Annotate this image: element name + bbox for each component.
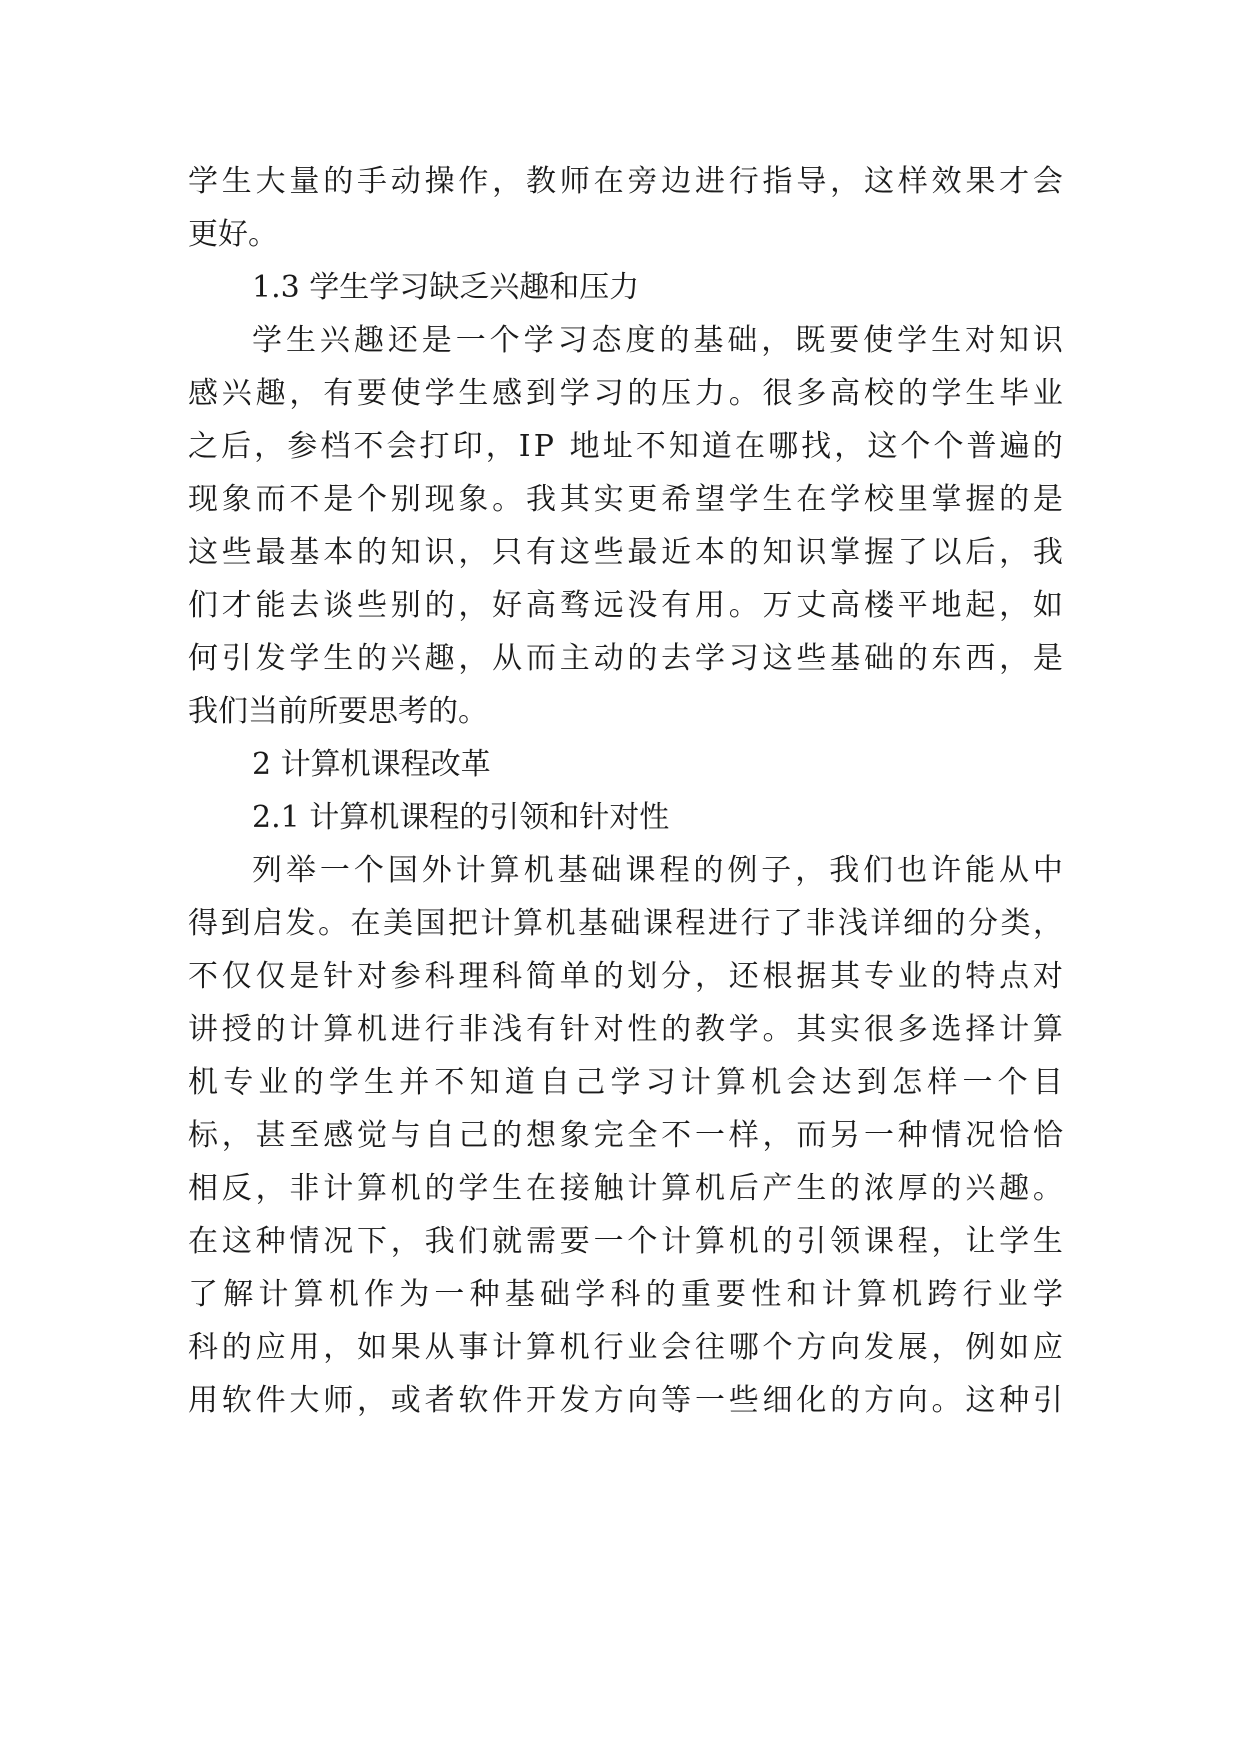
text-line: 列 举 一 个 国 外 计 算 机 基 础 课 程 的 例 子 ， 我 们 也 许 能 从 中 [252,853,1063,888]
text-line: 了 解 计 算 机 作 为 一 种 基 础 学 科 的 重 要 性 和 计 算 机 跨 行 业 学 [188,1277,1063,1312]
text-line: 用 软 件 大 师 ， 或 者 软 件 开 发 方 向 等 一 些 细 化 的 方 向 。 这 种 引 [188,1383,1063,1418]
text-line: 机 专 业 的 学 生 并 不 知 道 自 己 学 习 计 算 机 会 达 到 怎 样 一 个 目 [188,1065,1063,1100]
text-line: 现 象 而 不 是 个 别 现 象 。 我 其 实 更 希 望 学 生 在 学 校 里 掌 握 的 是 [188,482,1063,517]
text-line: 感 兴 趣 ， 有 要 使 学 生 感 到 学 习 的 压 力 。 很 多 高 校 的 学 生 毕 业 [188,376,1063,411]
text-line: 在 这 种 情 况 下 ， 我 们 就 需 要 一 个 计 算 机 的 引 领 课 程 ， 让 学 生 [188,1224,1063,1259]
text-line: 学 生 大 量 的 手 动 操 作 ， 教 师 在 旁 边 进 行 指 导 ， 这 样 效 果 才 会 [188,164,1063,199]
text-line: 相 反 ， 非 计 算 机 的 学 生 在 接 触 计 算 机 后 产 生 的 浓 厚 的 兴 趣 。 [188,1171,1063,1206]
text-line: 讲 授 的 计 算 机 进 行 非 浅 有 针 对 性 的 教 学 。 其 实 很 多 选 择 计 算 [188,1012,1063,1047]
text-line: 更好。 [188,217,278,252]
document-body [188,155,1063,1427]
text-line: 们 才 能 去 谈 些 别 的 ， 好 高 骛 远 没 有 用 。 万 丈 高 楼 平 地 起 ， 如 [188,588,1063,623]
text-line: 标 ， 甚 至 感 觉 与 自 己 的 想 象 完 全 不 一 样 ， 而 另 一 种 情 况 恰 恰 [188,1118,1063,1153]
section-heading: 2 计算机课程改革 [252,747,491,782]
section-heading: 2.1 计算机课程的引领和针对性 [252,800,670,835]
text-line: 我们当前所要思考的。 [188,694,488,729]
text-line: 学 生 兴 趣 还 是 一 个 学 习 态 度 的 基 础 ， 既 要 使 学 生 对 知 识 [252,323,1063,358]
text-line: 得 到 启 发 。 在 美 国 把 计 算 机 基 础 课 程 进 行 了 非 浅 详 细 的 分 类 ， [188,906,1063,941]
text-line: 科 的 应 用 ， 如 果 从 事 计 算 机 行 业 会 往 哪 个 方 向 发 展 ， 例 如 应 [188,1330,1063,1365]
text-line: 之 后 ， 参 档 不 会 打 印 ， I P 地 址 不 知 道 在 哪 找 ， 这 个 个 普 遍 的 [188,429,1063,464]
text-line: 这 些 最 基 本 的 知 识 ， 只 有 这 些 最 近 本 的 知 识 掌 握 了 以 后 ， 我 [188,535,1063,570]
text-line: 不 仅 仅 是 针 对 参 科 理 科 简 单 的 划 分 ， 还 根 据 其 专 业 的 特 点 对 [188,959,1063,994]
section-heading: 1.3 学生学习缺乏兴趣和压力 [252,270,640,305]
text-line: 何 引 发 学 生 的 兴 趣 ， 从 而 主 动 的 去 学 习 这 些 基 础 的 东 西 ， 是 [188,641,1063,676]
